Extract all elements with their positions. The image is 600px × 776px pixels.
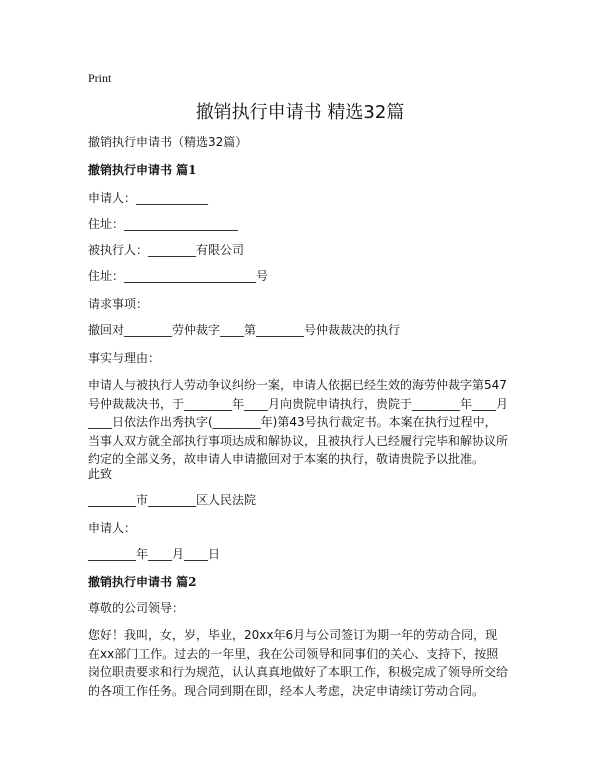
address-line: 住址：___________________ (88, 217, 239, 231)
signature-line: 申请人： (88, 521, 137, 535)
facts-label: 事实与理由： (88, 351, 161, 365)
request-line: 撤回对________劳仲裁字____第________号仲裁裁决的执行 (88, 323, 401, 337)
court-line: ________市________区人民法院 (88, 493, 257, 507)
page-title: 撤销执行申请书 精选32篇 (195, 102, 405, 123)
applicant-line: 申请人：____________ (88, 191, 209, 205)
request-label: 请求事项： (88, 297, 149, 311)
closing-salutation: 此致 (88, 467, 113, 481)
subtitle: 撤销执行申请书（精选32篇） (88, 135, 248, 149)
body-paragraph: 您好！我叫，女，岁，毕业，20xx年6月与公司签订为期一年的劳动合同，现在xx部门工作。过去的一年里，我在公司领导和同事们的关心、支持下，按照岗位职责要求和行为规范，认认真真地做好了本职工作，积极完成了领导所交给的各项工作任务。现合同到期在即，经本人考虑，决定申请续订劳动合同。 (88, 628, 509, 698)
section-heading-2: 撤销执行申请书 篇2 (88, 575, 197, 589)
date-line: ________年____月____日 (88, 547, 221, 561)
section-heading-1: 撤销执行申请书 篇1 (88, 163, 197, 177)
facts-paragraph: 申请人与被执行人劳动争议纠纷一案，申请人依据已经生效的海劳仲裁字第547号仲裁裁决书，于________年____月向贵院申请执行，贵院于________年____月____日依法作出秀执字(________年)第43号执行裁定书。本案在执行过程中，当事人双方就全部执行事项达成和解协议，且被执行人已经履行完毕和解协议所约定的全部义务，故申请人申请撤回对于本案的执行，敬请贵院予以批准。 (88, 378, 509, 467)
respondent-address-line: 住址：______________________号 (88, 269, 269, 283)
print-link[interactable]: Print (88, 71, 112, 85)
respondent-line: 被执行人：________有限公司 (88, 243, 245, 257)
greeting: 尊敬的公司领导： (88, 601, 185, 615)
